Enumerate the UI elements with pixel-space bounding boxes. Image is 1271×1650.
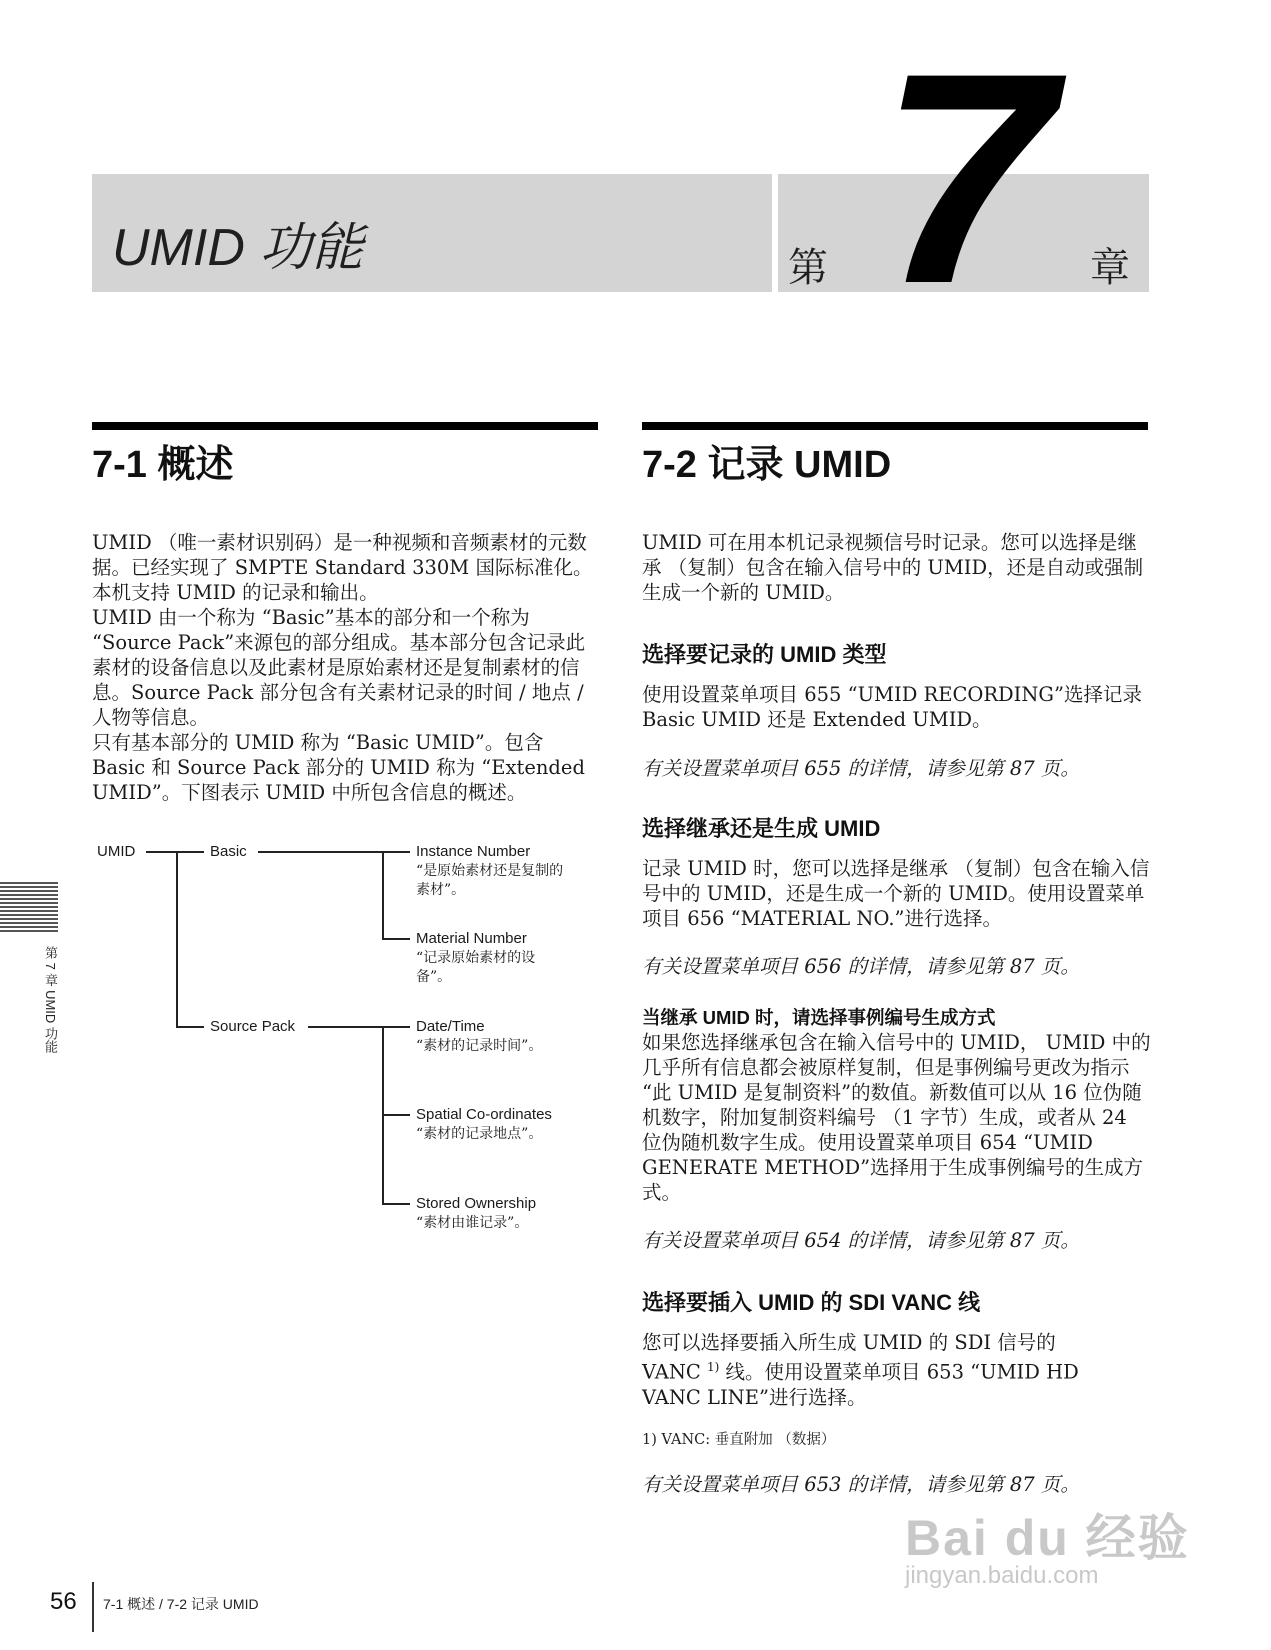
diagram-line <box>382 1114 410 1116</box>
subsection1-text: 使用设置菜单项目 655 “UMID RECORDING”选择记录 Basic UMID 还是 Extended UMID。 <box>642 683 1142 731</box>
section2-intro: UMID 可在用本机记录视频信号时记录。您可以选择是继承 （复制）包含在输入信号中的 UMID，还是自动或强制生成一个新的 UMID。 <box>642 531 1144 604</box>
footer-breadcrumb: 7-1 概述 / 7-2 记录 UMID <box>103 1596 259 1612</box>
diagram-material-number: Material Number <box>416 930 527 947</box>
section1-rule <box>92 422 598 430</box>
side-tab-label: 第 7 章 UMID 功能 <box>43 946 58 1053</box>
subsection3-title: 当继承 UMID 时，请选择事例编号生成方式 <box>642 1007 996 1028</box>
diagram-basic: Basic <box>210 843 247 860</box>
diagram-line <box>176 851 178 1027</box>
diagram-spatial: Spatial Co-ordinates <box>416 1106 552 1123</box>
section2-rule <box>642 422 1148 430</box>
section1-title: 7-1 概述 <box>92 444 234 486</box>
subsection4-title: 选择要插入 UMID 的 SDI VANC 线 <box>642 1290 981 1315</box>
subsection2-text: 记录 UMID 时，您可以选择是继承 （复制）包含在输入信号中的 UMID，还是生成一个新的 UMID。使用设置菜单项目 656 “MATERIAL NO.”进行选择。 <box>642 857 1150 930</box>
diagram-line <box>382 1203 410 1205</box>
diagram-line <box>176 1026 204 1028</box>
diagram-instance-desc <box>416 862 563 900</box>
diagram-line <box>382 851 384 939</box>
diagram-material-desc-line: 备”。 <box>416 969 452 985</box>
section2-title: 7-2 记录 UMID <box>642 444 892 486</box>
subsection4-text <box>642 1330 1112 1410</box>
diagram-instance-desc-line: “是原始素材还是复制的 <box>416 863 564 879</box>
diagram-ownership-desc: “素材由谁记录”。 <box>416 1215 529 1231</box>
diagram-material-desc-line: “记录原始素材的设 <box>416 950 536 966</box>
watermark-logo: Bai du 经验 <box>905 1510 1190 1566</box>
diagram-line <box>308 1026 410 1028</box>
subsection1-title: 选择要记录的 UMID 类型 <box>642 642 887 667</box>
footer-divider <box>92 1582 94 1632</box>
diagram-spatial-desc: “素材的记录地点”。 <box>416 1126 543 1142</box>
chapter-prefix: 第 <box>788 246 828 290</box>
diagram-line <box>146 851 204 853</box>
section1-body <box>92 530 600 805</box>
subsection4-text-a: 您可以选择要插入所生成 UMID 的 SDI 信号的 VANC <box>642 1331 1056 1384</box>
page-number: 56 <box>50 1588 77 1615</box>
diagram-datetime: Date/Time <box>416 1018 485 1035</box>
section1-paragraph: 只有基本部分的 UMID 称为 “Basic UMID”。包含 Basic 和 Source Pack 部分的 UMID 称为 “Extended UMID”。下图表示 UMID 中所包含信息的概述。 <box>92 731 585 804</box>
subsection3-ref: 有关设置菜单项目 654 的详情，请参见第 87 页。 <box>642 1229 1080 1252</box>
diagram-umid: UMID <box>97 843 136 860</box>
section1-paragraph: UMID 由一个称为 “Basic”基本的部分和一个称为 “Source Pack”来源包的部分组成。基本部分包含记录此素材的设备信息以及此素材是原始素材还是复制素材的信息。Source Pack 部分包含有关素材记录的时间 / 地点 / 人物等信息。 <box>92 606 586 729</box>
subsection4-text-b: 线。使用设置菜单项目 653 “UMID HD VANC LINE”进行选择。 <box>642 1360 1079 1409</box>
watermark-url: jingyan.baidu.com <box>905 1562 1099 1589</box>
section1-paragraph: UMID （唯一素材识别码）是一种视频和音频素材的元数据。已经实现了 SMPTE Standard 330M 国际标准化。本机支持 UMID 的记录和输出。 <box>92 531 593 604</box>
side-tab-stripes <box>0 882 58 937</box>
diagram-line <box>382 938 410 940</box>
diagram-material-desc <box>416 949 535 987</box>
chapter-title: UMID 功能 <box>112 219 364 277</box>
chapter-suffix: 章 <box>1090 246 1130 290</box>
subsection2-title: 选择继承还是生成 UMID <box>642 816 881 841</box>
subsection4-ref: 有关设置菜单项目 653 的详情，请参见第 87 页。 <box>642 1473 1080 1496</box>
diagram-instance-number: Instance Number <box>416 843 531 860</box>
diagram-line <box>258 851 410 853</box>
subsection1-ref: 有关设置菜单项目 655 的详情，请参见第 87 页。 <box>642 757 1080 780</box>
footnote-marker: 1) <box>707 1360 720 1374</box>
diagram-ownership: Stored Ownership <box>416 1195 537 1212</box>
chapter-number: 7 <box>878 10 1055 346</box>
subsection2-ref: 有关设置菜单项目 656 的详情，请参见第 87 页。 <box>642 955 1080 978</box>
diagram-source-pack: Source Pack <box>210 1018 296 1035</box>
footnote: 1) VANC: 垂直附加 （数据） <box>642 1432 836 1448</box>
subsection3-text: 如果您选择继承包含在输入信号中的 UMID， UMID 中的几乎所有信息都会被原样复制，但是事例编号更改为指示 “此 UMID 是复制资料”的数值。新数值可以从 16 位伪随机数字，附加复制资料编号 （1 字节）生成，或者从 24 位伪随机数字生成。使用设置菜单项目 654 “UMID GENERATE METHOD”选择用于生成事例编号的生成方式。 <box>642 1031 1151 1204</box>
diagram-instance-desc-line: 素材”。 <box>416 882 466 898</box>
diagram-datetime-desc: “素材的记录时间”。 <box>416 1038 543 1054</box>
